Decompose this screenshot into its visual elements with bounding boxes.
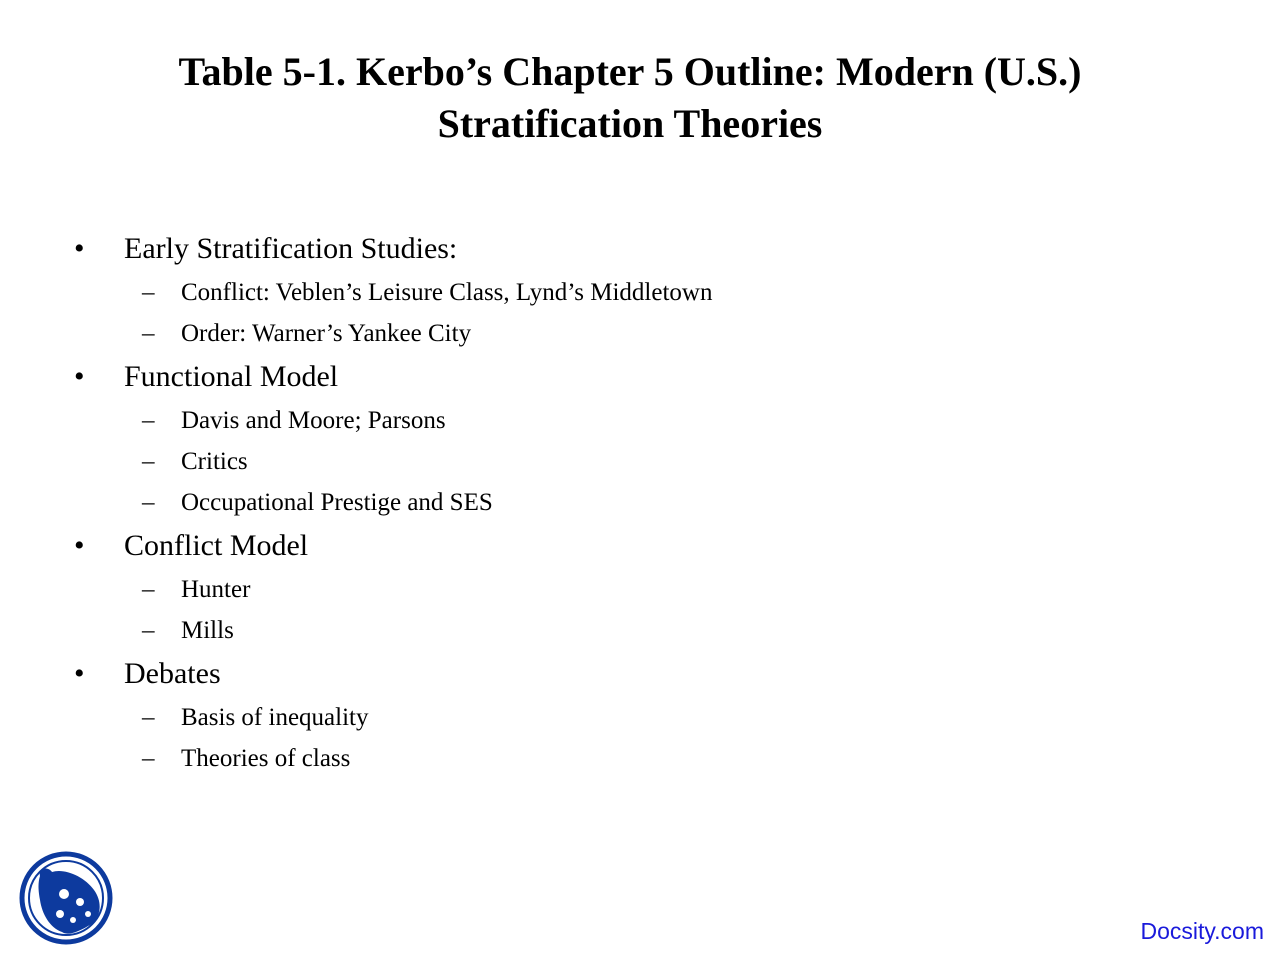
dash-icon: – [142,489,155,516]
outline-subitem-label: Occupational Prestige and SES [181,489,493,516]
dash-icon: – [142,576,155,603]
outline-subitem-label: Davis and Moore; Parsons [181,407,446,434]
dash-icon: – [142,617,155,644]
outline-subitem-label: Basis of inequality [181,704,369,731]
outline-item-label: Conflict Model [124,529,309,562]
outline-subitem [0,313,1280,354]
outline-item [0,354,1280,400]
outline-subitem [0,400,1280,441]
outline-subitem-label: Hunter [181,576,251,603]
logo-graphic [18,850,114,946]
outline-subitem-label: Conflict: Veblen’s Leisure Class, Lynd’s Middletown [181,279,713,306]
bullet-icon: • [74,360,85,393]
slide-title [80,46,1180,150]
outline-item-label: Functional Model [124,360,339,393]
docsity-ladybug-logo-icon[interactable] [18,850,114,946]
dash-icon: – [142,407,155,434]
bullet-icon: • [74,529,85,562]
outline-subitem-label: Critics [181,448,248,475]
outline-item-label: Early Stratification Studies: [124,232,458,265]
outline-subitem [0,569,1280,610]
outline-subitem [0,697,1280,738]
outline-subitem [0,272,1280,313]
dash-icon: – [142,704,155,731]
outline-subitem [0,738,1280,779]
outline-item [0,226,1280,272]
outline-list [0,226,1280,779]
outline-subitem-label: Mills [181,617,234,644]
dash-icon: – [142,279,155,306]
outline-subitem [0,610,1280,651]
bullet-icon: • [74,232,85,265]
dash-icon: – [142,320,155,347]
docsity-brand-link[interactable]: Docsity.com [1140,918,1264,944]
outline-item [0,651,1280,697]
outline-item-label: Debates [124,657,221,690]
outline-subitem [0,482,1280,523]
outline-subitem [0,441,1280,482]
slide-title-line-1: Table 5-1. Kerbo’s Chapter 5 Outline: Modern (U.S.) [178,49,1082,94]
slide-title-line-2: Stratification Theories [437,101,823,146]
outline-subitem-label: Theories of class [181,745,351,772]
dash-icon: – [142,745,155,772]
dash-icon: – [142,448,155,475]
bullet-icon: • [74,657,85,690]
outline-subitem-label: Order: Warner’s Yankee City [181,320,472,347]
outline-item [0,523,1280,569]
